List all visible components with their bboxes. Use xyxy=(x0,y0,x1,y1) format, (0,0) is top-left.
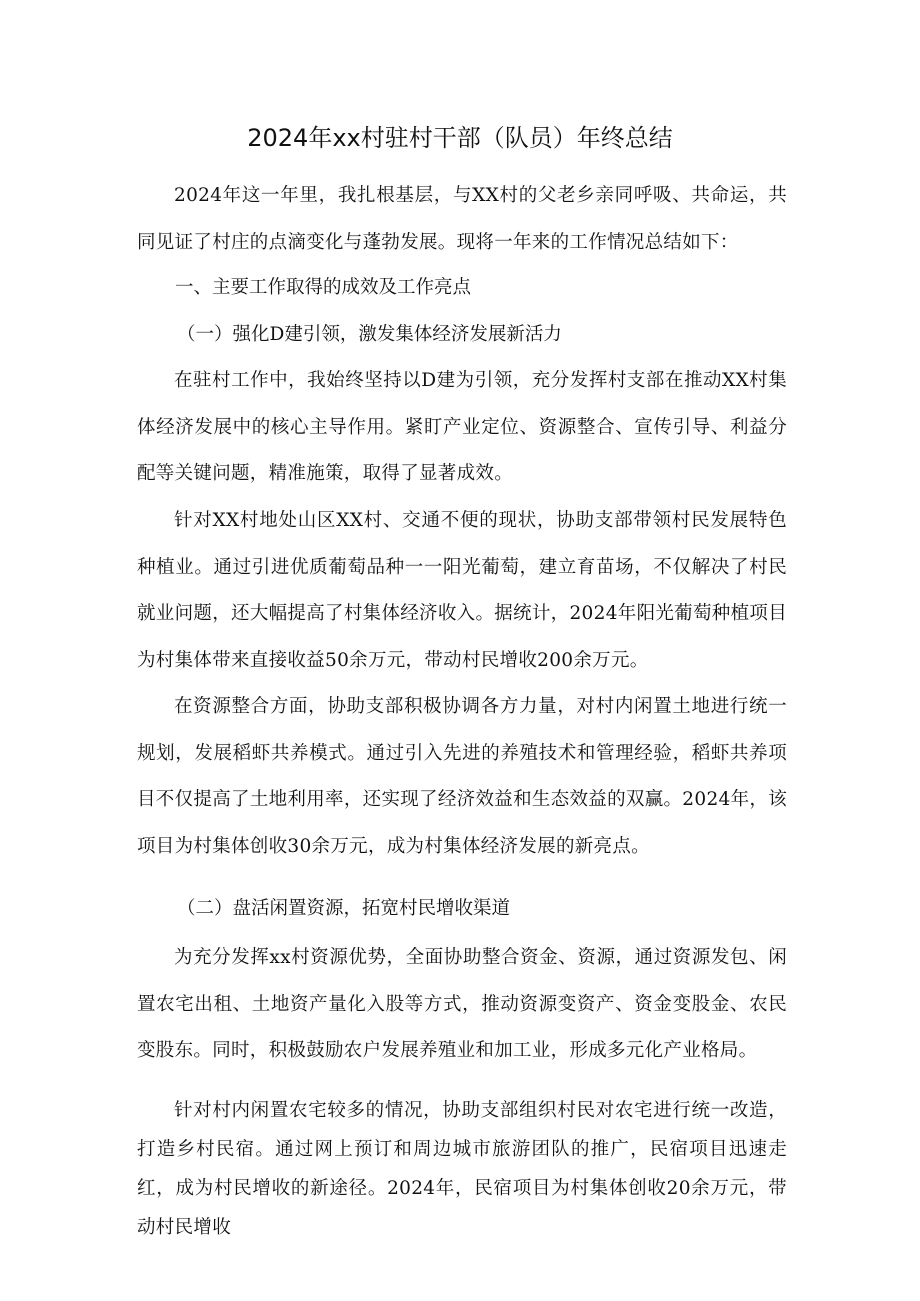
body-paragraph-4: 为充分发挥xx村资源优势，全面协助整合资金、资源，通过资源发包、闲置农宅出租、土地资产量化入股等方式，推动资源变资产、资金变股金、农民变股东。同时，积极鼓励农户发展养殖业和加工业，形成多元化产业格局。 xyxy=(137,947,787,1061)
intro-paragraph: 2024年这一年里，我扎根基层，与XX村的父老乡亲同呼吸、共命运，共同见证了村庄的点滴变化与蓬勃发展。现将一年来的工作情况总结如下： xyxy=(137,185,787,253)
subsection-heading-1: （一）强化D建引领，激发集体经济发展新活力 xyxy=(177,324,562,345)
document-title: 2024年xx村驻村干部（队员）年终总结 xyxy=(247,124,673,152)
body-paragraph-3: 在资源整合方面，协助支部积极协调各方力量，对村内闲置土地进行统一规划，发展稻虾共养模式。通过引入先进的养殖技术和管理经验，稻虾共养项目不仅提高了土地利用率，还实现了经济效益和生态效益的双赢。2024年，该项目为村集体创收30余万元，成为村集体经济发展的新亮点。 xyxy=(137,696,787,857)
body-paragraph-5: 针对村内闲置农宅较多的情况，协助支部组织村民对农宅进行统一改造，打造乡村民宿。通过网上预订和周边城市旅游团队的推广，民宿项目迅速走红，成为村民增收的新途径。2024年，民宿项目为村集体创收20余万元，带动村民增收 xyxy=(137,1100,787,1238)
subsection-heading-2: （二）盘活闲置资源，拓宽村民增收渠道 xyxy=(177,898,511,919)
section-heading-1: 一、主要工作取得的成效及工作亮点 xyxy=(175,277,472,298)
body-paragraph-2: 针对XX村地处山区XX村、交通不便的现状，协助支部带领村民发展特色种植业。通过引进优质葡萄品种一一阳光葡萄，建立育苗场，不仅解决了村民就业问题，还大幅提高了村集体经济收入。据统计，2024年阳光葡萄种植项目为村集体带来直接收益50余万元，带动村民增收200余万元。 xyxy=(137,510,787,671)
body-paragraph-1: 在驻村工作中，我始终坚持以D建为引领，充分发挥村支部在推动XX村集体经济发展中的核心主导作用。紧盯产业定位、资源整合、宣传引导、利益分配等关键问题，精准施策，取得了显著成效。 xyxy=(137,370,787,484)
